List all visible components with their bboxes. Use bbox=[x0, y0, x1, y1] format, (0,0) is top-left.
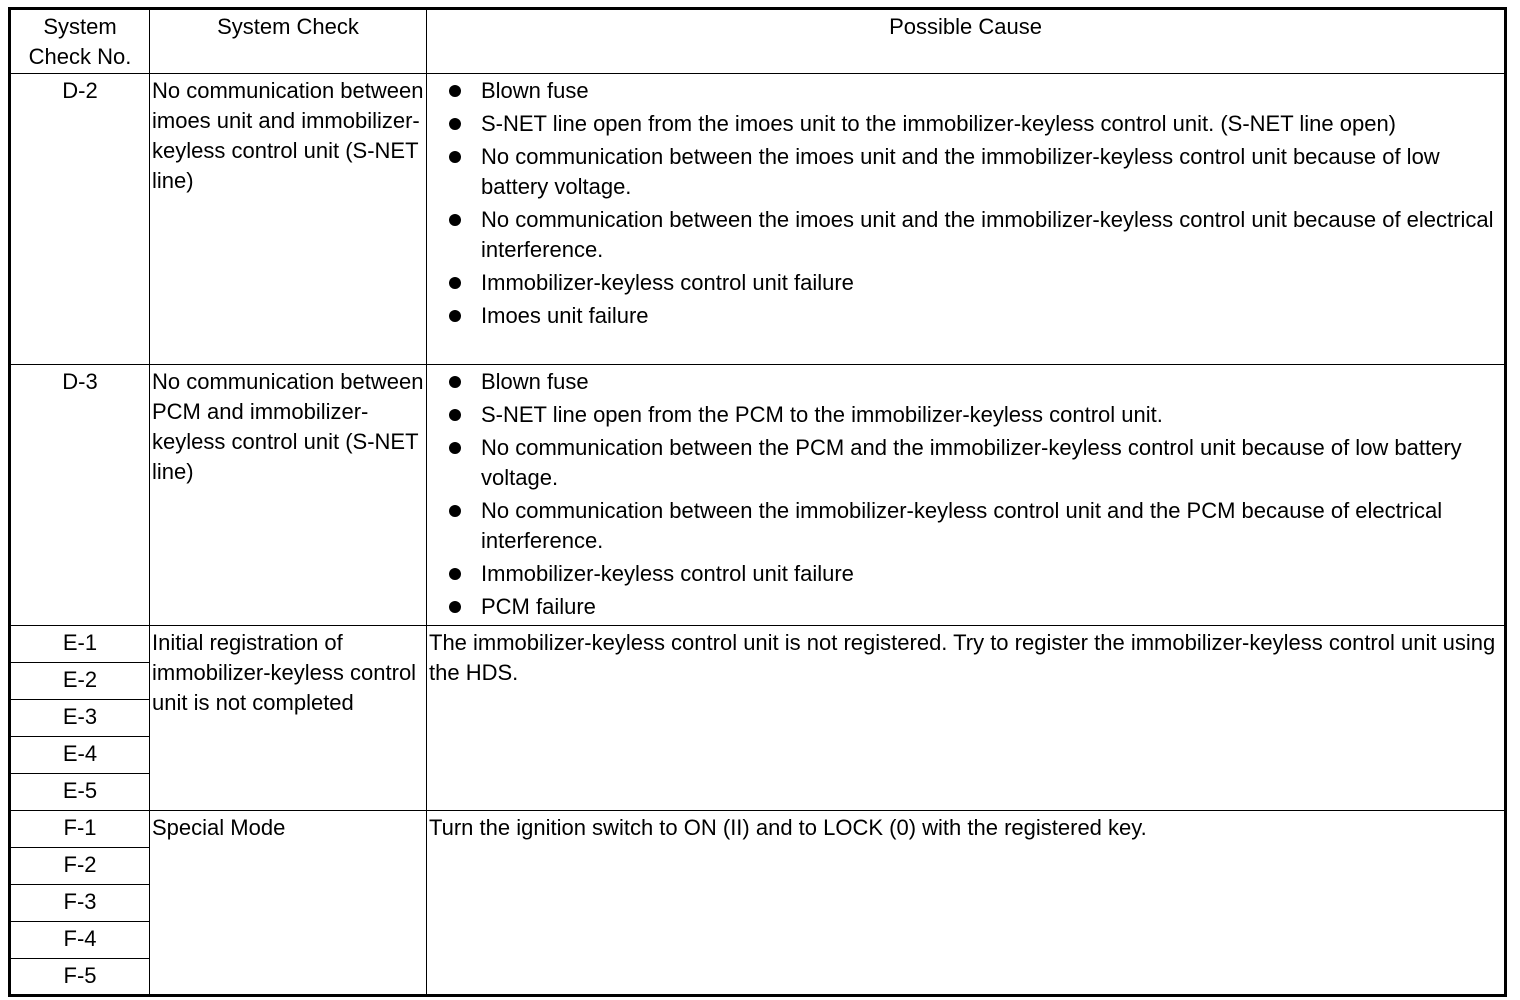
system-check-text: Initial registration of immobilizer-keyless control unit is not completed bbox=[150, 626, 427, 811]
table-row bbox=[10, 626, 1506, 663]
cause-item: No communication between the imoes unit and the immobilizer-keyless control unit because of low battery voltage. bbox=[481, 142, 1498, 202]
table-row bbox=[10, 365, 1506, 626]
cause-item: S-NET line open from the imoes unit to the immobilizer-keyless control unit. (S-NET line open) bbox=[481, 109, 1498, 139]
cause-item: No communication between the PCM and the immobilizer-keyless control unit because of low battery voltage. bbox=[481, 433, 1498, 493]
table-row bbox=[10, 74, 1506, 365]
header-possible-cause: Possible Cause bbox=[427, 9, 1506, 74]
check-code: D-2 bbox=[10, 74, 150, 365]
system-check-table bbox=[8, 7, 1507, 997]
check-code: E-4 bbox=[10, 737, 150, 774]
cause-item: Blown fuse bbox=[481, 367, 1498, 397]
system-check-text: No communication between imoes unit and immobilizer-keyless control unit (S-NET line) bbox=[150, 74, 427, 365]
system-check-text: Special Mode bbox=[150, 811, 427, 996]
cause-item: No communication between the imoes unit and the immobilizer-keyless control unit because of electrical interference. bbox=[481, 205, 1498, 265]
check-code: D-3 bbox=[10, 365, 150, 626]
cause-item: Immobilizer-keyless control unit failure bbox=[481, 268, 1498, 298]
cause-item: S-NET line open from the PCM to the immobilizer-keyless control unit. bbox=[481, 400, 1498, 430]
possible-cause-cell bbox=[427, 365, 1506, 626]
check-code: E-1 bbox=[10, 626, 150, 663]
cause-item: PCM failure bbox=[481, 592, 1498, 622]
cause-list bbox=[429, 367, 1498, 622]
header-row bbox=[10, 9, 1506, 74]
check-code: E-2 bbox=[10, 663, 150, 700]
check-code: E-5 bbox=[10, 774, 150, 811]
cause-item: No communication between the immobilizer-keyless control unit and the PCM because of electrical interference. bbox=[481, 496, 1498, 556]
system-check-text: No communication between PCM and immobilizer-keyless control unit (S-NET line) bbox=[150, 365, 427, 626]
check-code: F-2 bbox=[10, 848, 150, 885]
check-code: F-1 bbox=[10, 811, 150, 848]
check-code: F-5 bbox=[10, 959, 150, 996]
cause-list bbox=[429, 76, 1498, 331]
cause-item: Immobilizer-keyless control unit failure bbox=[481, 559, 1498, 589]
check-code: E-3 bbox=[10, 700, 150, 737]
cause-item: Imoes unit failure bbox=[481, 301, 1498, 331]
cause-item: Blown fuse bbox=[481, 76, 1498, 106]
check-code: F-4 bbox=[10, 922, 150, 959]
possible-cause-cell bbox=[427, 74, 1506, 365]
table-row bbox=[10, 811, 1506, 848]
header-system-check-no: System Check No. bbox=[10, 9, 150, 74]
possible-cause-text: The immobilizer-keyless control unit is not registered. Try to register the immobilizer-keyless control unit using the HDS. bbox=[427, 626, 1506, 811]
check-code: F-3 bbox=[10, 885, 150, 922]
possible-cause-text: Turn the ignition switch to ON (II) and to LOCK (0) with the registered key. bbox=[427, 811, 1506, 996]
header-system-check: System Check bbox=[150, 9, 427, 74]
